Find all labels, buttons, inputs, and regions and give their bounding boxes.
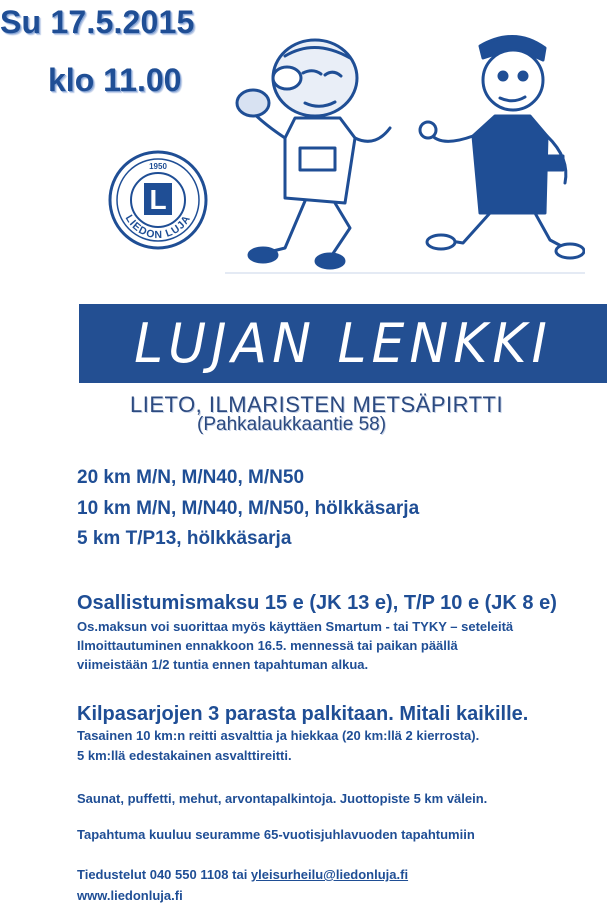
runner-left-icon <box>237 40 390 268</box>
extras-text: Saunat, puffetti, mehut, arvontapalkintoja. Juottopiste 5 km välein. <box>77 791 488 806</box>
route-line: 5 km:llä edestakainen asvalttireitti. <box>77 748 292 763</box>
runner-right-icon <box>420 36 584 258</box>
website-link[interactable]: www.liedonluja.fi <box>77 888 183 903</box>
category-20km: 20 km M/N, M/N40, M/N50 <box>77 467 305 488</box>
route-line: Tasainen 10 km:n reitti asvalttia ja hiekkaa (20 km:llä 2 kierrosta). <box>77 728 480 743</box>
event-title-banner <box>79 304 607 383</box>
anniversary-text: Tapahtuma kuuluu seuramme 65-vuotisjuhlavuoden tapahtumiin <box>77 827 475 842</box>
logo-name: LIEDON LUJA <box>122 212 194 242</box>
awards-heading: Kilpasarjojen 3 parasta palkitaan. Mitali kaikille. <box>77 703 529 725</box>
event-address: (Pahkalaukkaantie 58) <box>197 414 387 435</box>
contact-phone: Tiedustelut 040 550 1108 tai <box>77 867 251 882</box>
fees-line: Os.maksun voi suorittaa myös käyttäen Smartum - tai TYKY – seteleitä <box>77 619 514 634</box>
fees-heading: Osallistumismaksu 15 e (JK 13 e), T/P 10 e (JK 8 e) <box>77 592 557 614</box>
event-date: Su 17.5.2015 <box>0 4 195 40</box>
logo-year: 1950 <box>149 162 167 171</box>
event-title: LUJAN LENKKI <box>134 312 552 375</box>
category-5km: 5 km T/P13, hölkkäsarja <box>77 528 292 549</box>
fees-line: Ilmoittautuminen ennakkoon 16.5. mennessä tai paikan päällä <box>77 638 458 653</box>
club-logo <box>108 150 208 250</box>
event-location: LIETO, ILMARISTEN METSÄPIRTTI <box>130 392 504 417</box>
runners-illustration <box>225 18 585 278</box>
logo-letter: L <box>149 184 167 215</box>
fees-line: viimeistään 1/2 tuntia ennen tapahtuman alkua. <box>77 657 369 672</box>
contact-email-link[interactable]: yleisurheilu@liedonluja.fi <box>250 867 409 882</box>
category-10km: 10 km M/N, M/N40, M/N50, hölkkäsarja <box>77 498 420 519</box>
event-time: klo 11.00 <box>48 62 182 98</box>
contact-line <box>77 867 408 882</box>
